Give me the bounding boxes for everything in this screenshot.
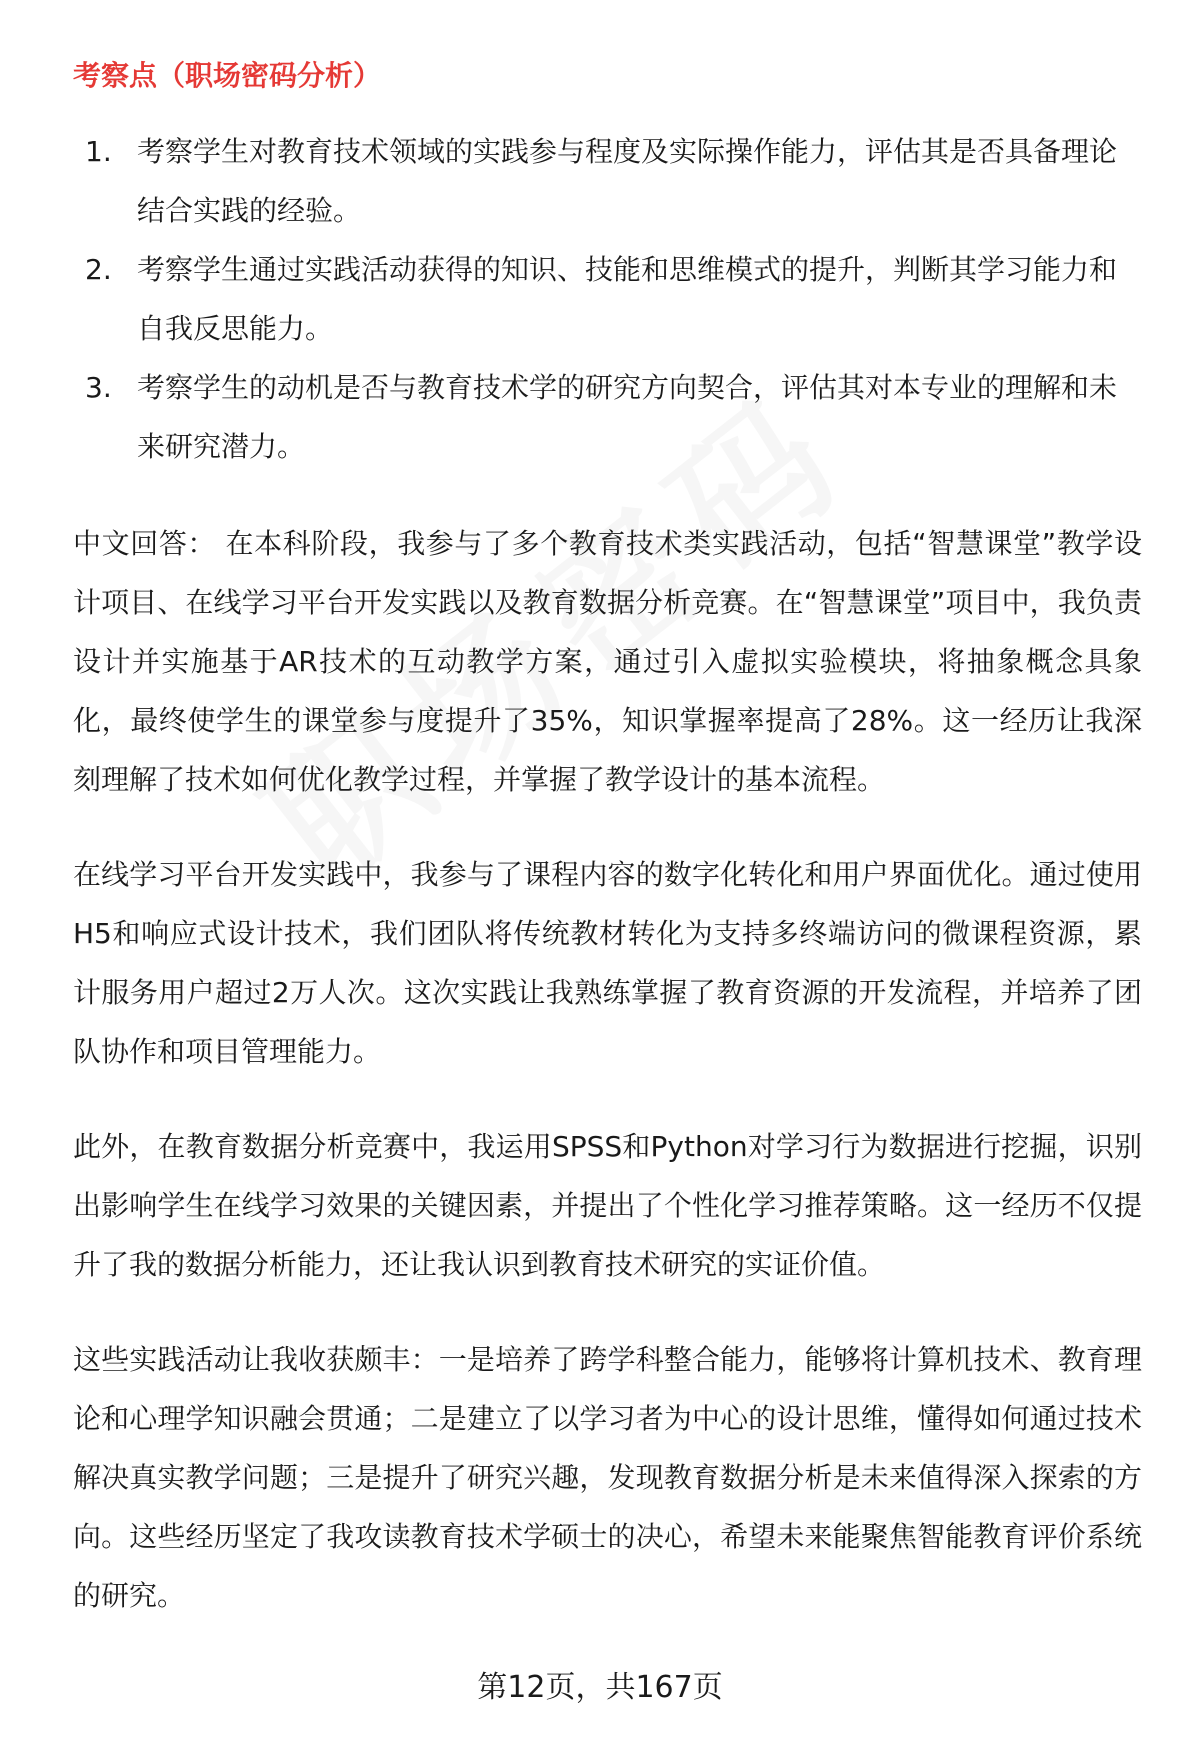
list-item-text: 考察学生对教育技术领域的实践参与程度及实际操作能力，评估其是否具备理论结合实践的经验。 xyxy=(137,135,1118,227)
list-item-number: 1. xyxy=(85,135,112,168)
list-item xyxy=(73,240,1142,358)
answer-paragraph: 中文回答： 在本科阶段，我参与了多个教育技术类实践活动，包括“智慧课堂”教学设计项目、在线学习平台开发实践以及教育数据分析竞赛。在“智慧课堂”项目中，我负责设计并实施基于AR技术的互动教学方案，通过引入虚拟实验模块，将抽象概念具象化，最终使学生的课堂参与度提升了35%，知识掌握率提高了28%。这一经历让我深刻理解了技术如何优化教学过程，并掌握了教学设计的基本流程。 xyxy=(73,527,1142,796)
list-item-number: 2. xyxy=(85,253,112,286)
list-item xyxy=(73,122,1142,240)
list-item xyxy=(73,358,1142,476)
section-title: 考察点（职场密码分析） xyxy=(73,59,382,92)
assessment-points-list xyxy=(73,122,1142,476)
page-number: 第12页，共167页 xyxy=(477,1670,723,1705)
answer-paragraph: 此外，在教育数据分析竞赛中，我运用SPSS和Python对学习行为数据进行挖掘，识别出影响学生在线学习效果的关键因素，并提出了个性化学习推荐策略。这一经历不仅提升了我的数据分析能力，还让我认识到教育技术研究的实证价值。 xyxy=(73,1130,1142,1281)
answer-paragraph: 这些实践活动让我收获颇丰：一是培养了跨学科整合能力，能够将计算机技术、教育理论和心理学知识融会贯通；二是建立了以学习者为中心的设计思维，懂得如何通过技术解决真实教学问题；三是提升了研究兴趣，发现教育数据分析是未来值得深入探索的方向。这些经历坚定了我攻读教育技术学硕士的决心，希望未来能聚焦智能教育评价系统的研究。 xyxy=(73,1343,1142,1612)
answer-paragraph: 在线学习平台开发实践中，我参与了课程内容的数字化转化和用户界面优化。通过使用H5和响应式设计技术，我们团队将传统教材转化为支持多终端访问的微课程资源，累计服务用户超过2万人次。这次实践让我熟练掌握了教育资源的开发流程，并培养了团队协作和项目管理能力。 xyxy=(73,858,1142,1068)
list-item-text: 考察学生通过实践活动获得的知识、技能和思维模式的提升，判断其学习能力和自我反思能力。 xyxy=(137,253,1118,345)
list-item-number: 3. xyxy=(85,371,112,404)
list-item-text: 考察学生的动机是否与教育技术学的研究方向契合，评估其对本专业的理解和未来研究潜力。 xyxy=(137,371,1118,463)
